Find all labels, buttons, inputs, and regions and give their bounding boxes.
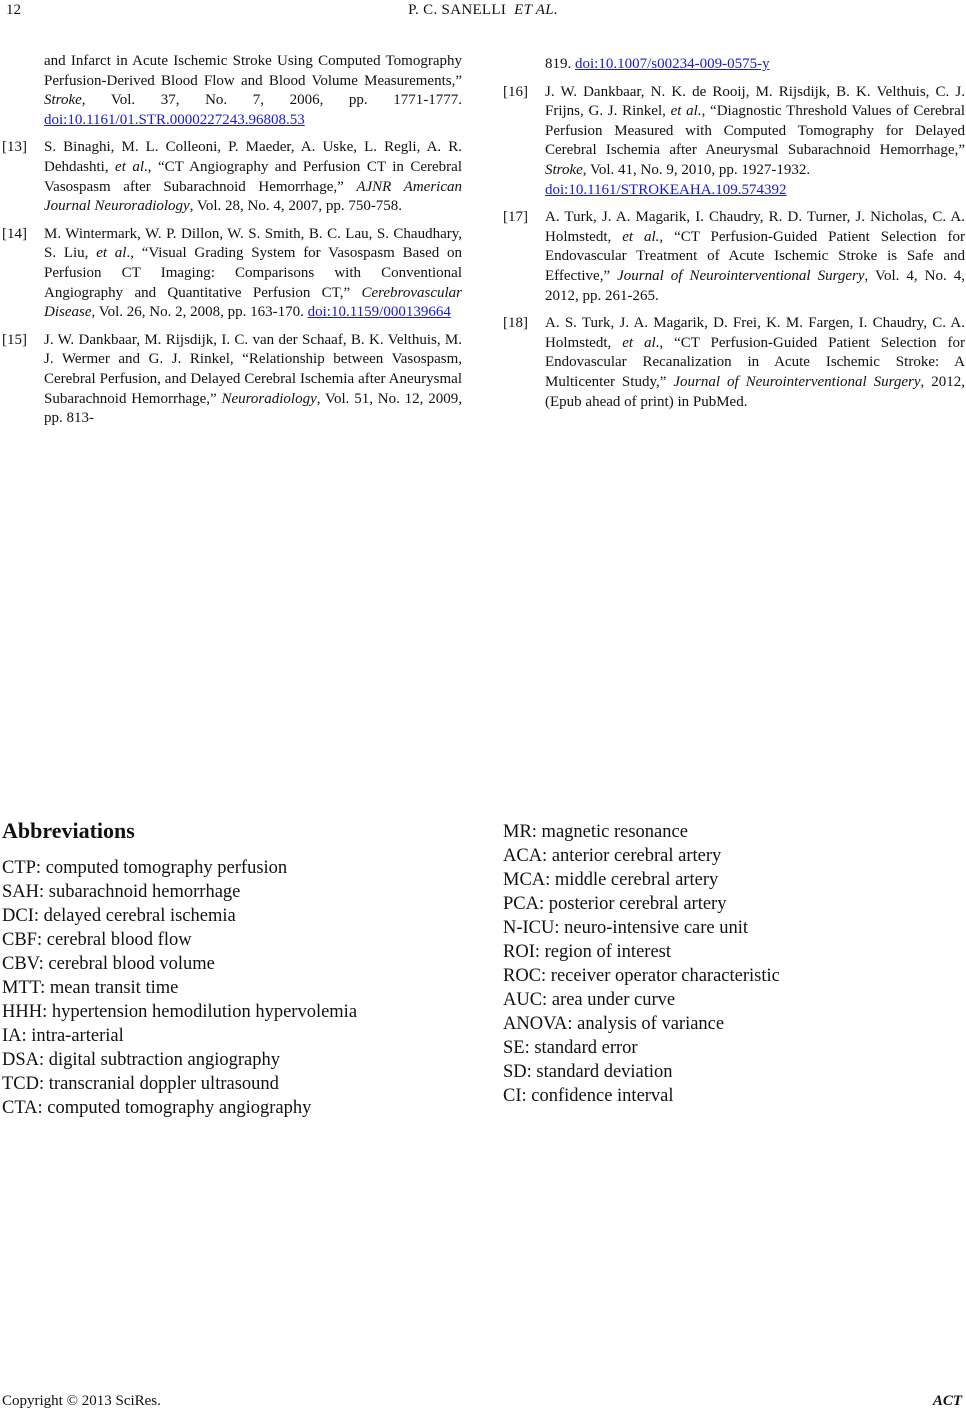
reference-item: [16] J. W. Dankbaar, N. K. de Rooij, M. Rijsdijk, B. K. Velthuis, C. J. Frijns, G. J. Rinkel, et al., “Diagnostic Threshold Values of Cerebral Perfusion Measured with Computed Tomography for Delayed Cerebral Ischemia after Aneurysmal Subarachnoid Hemorrhage,” Stroke, Vol. 41, No. 9, 2010, pp. 1927-1932. doi:10.1161/STROKEAHA.109.574392	[503, 83, 965, 201]
abbreviations-left-list	[2, 856, 472, 1120]
doi-link[interactable]: doi:10.1007/s00234-009-0575-y	[575, 56, 770, 72]
abbreviation-item: MTT: mean transit time	[2, 978, 179, 998]
reference-number: [16]	[503, 83, 528, 100]
reference-number: [13]	[2, 139, 27, 156]
reference-item: [15] J. W. Dankbaar, M. Rijsdijk, I. C. van der Schaaf, B. K. Velthuis, M. J. Wermer and G. J. Rinkel, “Relationship between Vasospasm, Cerebral Perfusion, and Delayed Cerebral Ischemia after Aneurysmal Subarachnoid Hemorrhage,” Neuroradiology, Vol. 51, No. 12, 2009, pp. 813-	[2, 331, 462, 429]
abbreviation-item: SD: standard deviation	[503, 1062, 673, 1082]
abbreviation-item: ROI: region of interest	[503, 942, 671, 962]
journal-name: Cerebrovascular Disease	[44, 284, 462, 321]
journal-name: Journal of Neurointerventional Surgery	[673, 373, 921, 390]
abbreviation-item: MR: magnetic resonance	[503, 822, 688, 842]
abbreviation-item: ACA: anterior cerebral artery	[503, 846, 722, 866]
reference-continuation: 819. doi:10.1007/s00234-009-0575-y	[545, 56, 770, 72]
abbreviation-item: CTP: computed tomography perfusion	[2, 858, 288, 878]
journal-name: Neuroradiology	[221, 390, 317, 407]
reference-item: [14] M. Wintermark, W. P. Dillon, W. S. Smith, B. C. Lau, S. Chaudhary, S. Liu, et al., “Visual Grading System for Vasospasm Based on Perfusion CT Imaging: Comparisons with Conventional Angiography and Quantitative Perfusion CT,” Cerebrovascular Disease, Vol. 26, No. 2, 2008, pp. 163-170. doi:10.1159/000139664	[2, 225, 462, 323]
doi-link[interactable]: doi:10.1159/000139664	[307, 304, 451, 321]
running-head-etal: ET AL.	[514, 2, 558, 18]
abbreviation-item: AUC: area under curve	[503, 990, 676, 1010]
abbreviation-item: PCA: posterior cerebral artery	[503, 894, 727, 914]
abbreviation-item: IA: intra-arterial	[2, 1026, 124, 1046]
journal-name: Stroke	[44, 92, 82, 109]
reference-item: [18] A. S. Turk, J. A. Magarik, D. Frei, K. M. Fargen, I. Chaudry, C. A. Holmstedt, et al., “CT Perfusion-Guided Patient Selection for Endovascular Recanalization in Acute Ischemic Stroke: A Multicenter Study,” Journal of Neurointerventional Surgery, 2012, (Epub ahead of print) in PubMed.	[503, 314, 965, 412]
references-right-column	[503, 55, 965, 420]
doi-link[interactable]: doi:10.1161/01.STR.0000227243.96808.53	[44, 111, 305, 128]
reference-number: [17]	[503, 209, 528, 226]
abbreviation-item: ANOVA: analysis of variance	[503, 1014, 725, 1034]
journal-name: AJNR American Journal Neuroradiology	[44, 178, 462, 215]
abbreviation-item: CBV: cerebral blood volume	[2, 954, 215, 974]
abbreviation-item: SAH: subarachnoid hemorrhage	[2, 882, 241, 902]
journal-name: Journal of Neurointerventional Surgery	[617, 267, 865, 284]
abbreviation-item: CI: confidence interval	[503, 1086, 674, 1106]
abbreviation-item: DCI: delayed cerebral ischemia	[2, 906, 236, 926]
abbreviation-item: HHH: hypertension hemodilution hypervolemia	[2, 1002, 358, 1022]
copyright-notice: Copyright © 2013 SciRes.	[2, 1393, 161, 1409]
abbreviation-item: MCA: middle cerebral artery	[503, 870, 719, 890]
journal-name: Stroke	[545, 161, 583, 178]
reference-item: [13] S. Binaghi, M. L. Colleoni, P. Maeder, A. Uske, L. Regli, A. R. Dehdashti, et al., “CT Angiography and Perfusion CT in Cerebral Vasospasm after Subarachnoid Hemorrhage,” AJNR American Journal Neuroradiology, Vol. 28, No. 4, 2007, pp. 750-758.	[2, 138, 462, 216]
page-number: 12	[6, 2, 21, 18]
reference-number: [15]	[2, 331, 27, 348]
journal-abbreviation: ACT	[932, 1393, 962, 1409]
reference-number: [18]	[503, 315, 528, 332]
abbreviations-heading: Abbreviations	[2, 818, 135, 843]
abbreviation-item: CTA: computed tomography angiography	[2, 1098, 312, 1118]
abbreviation-item: SE: standard error	[503, 1038, 638, 1058]
abbreviations-right-list	[503, 820, 963, 1108]
running-head	[0, 2, 966, 19]
abbreviation-item: DSA: digital subtraction angiography	[2, 1050, 280, 1070]
reference-item: [17] A. Turk, J. A. Magarik, I. Chaudry, R. D. Turner, J. Nicholas, C. A. Holmstedt, et al., “CT Perfusion-Guided Patient Selection for Endovascular Treatment of Acute Ischemic Stroke is Safe and Effective,” Journal of Neurointerventional Surgery, Vol. 4, No. 4, 2012, pp. 261-265.	[503, 208, 965, 306]
abbreviation-item: N-ICU: neuro-intensive care unit	[503, 918, 749, 938]
abbreviation-item: TCD: transcranial doppler ultrasound	[2, 1074, 279, 1094]
reference-continuation: and Infarct in Acute Ischemic Stroke Using Computed Tomography Perfusion-Derived Blood Flow and Blood Volume Measurements,” Stroke, Vol. 37, No. 7, 2006, pp. 1771-1777. doi:10.1161/01.STR.0000227243.96808.53	[44, 53, 462, 128]
reference-number: [14]	[2, 225, 27, 242]
abbreviation-item: CBF: cerebral blood flow	[2, 930, 192, 950]
running-head-author: P. C. SANELLI	[408, 2, 507, 18]
doi-link[interactable]: doi:10.1161/STROKEAHA.109.574392	[545, 181, 787, 198]
abbreviation-item: ROC: receiver operator characteristic	[503, 966, 780, 986]
references-left-column	[2, 52, 462, 437]
